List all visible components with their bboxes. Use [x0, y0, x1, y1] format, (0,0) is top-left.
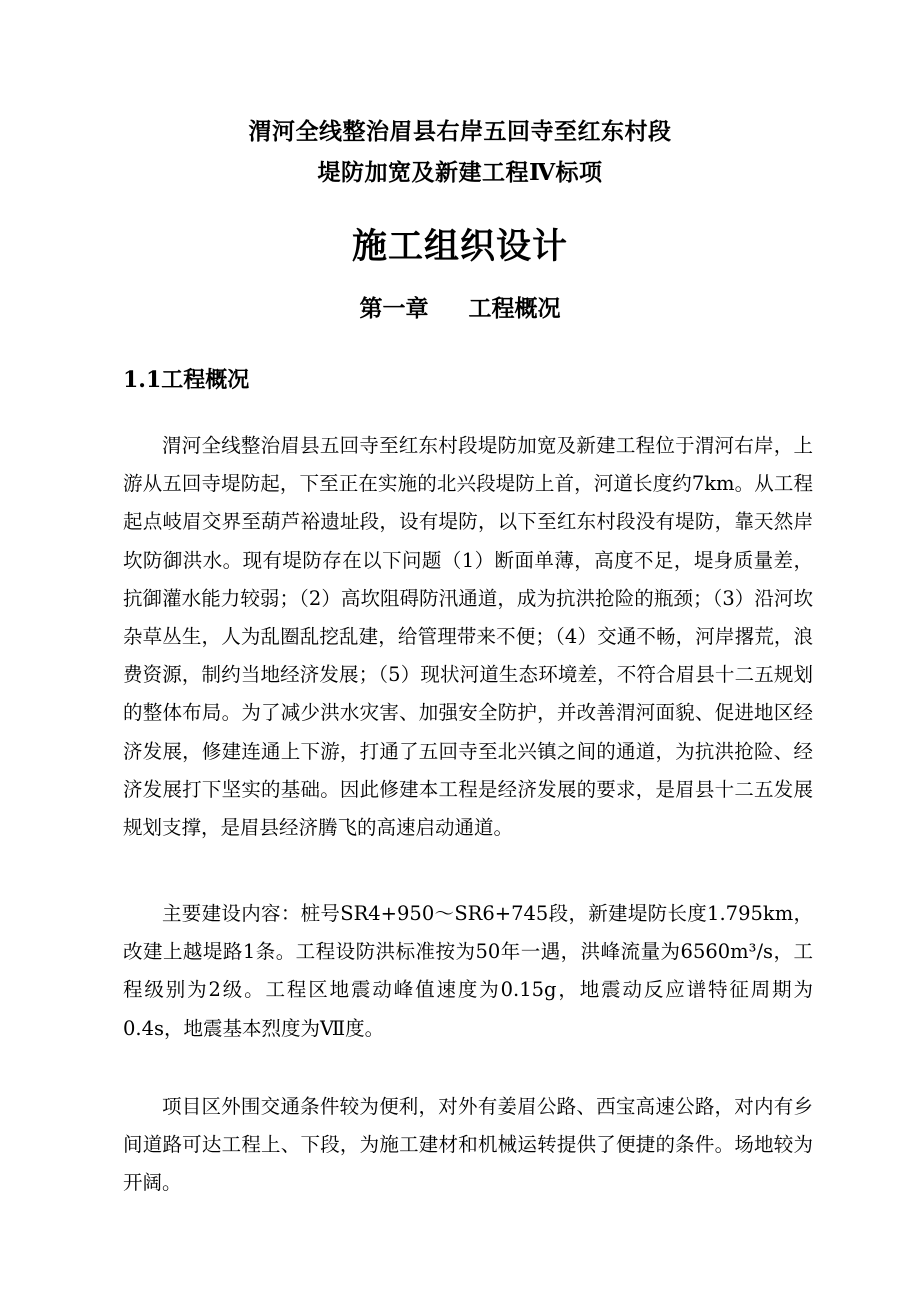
- paragraph-traffic-conditions: 项目区外围交通条件较为便利，对外有姜眉公路、西宝高速公路，对内有乡间道路可达工程上、下段，为施工建材和机械运转提供了便捷的条件。场地较为开阔。: [123, 1095, 813, 1195]
- chapter-number: 第一章: [359, 295, 429, 322]
- chapter-heading: [0, 292, 920, 326]
- project-title-line-1: 渭河全线整治眉县右岸五回寺至红东村段: [248, 118, 672, 145]
- section-heading: 1.1工程概况: [123, 367, 250, 393]
- document-main-title: 施工组织设计: [351, 226, 568, 267]
- paragraph-construction-content: 主要建设内容：桩号SR4+950～SR6+745段，新建堤防长度1.795km，改建上越堤路1条。工程设防洪标准按为50年一遇，洪峰流量为6560m³/s，工程级别为2级。工程区地震动峰值速度为0.15g，地震动反应谱特征周期为0.4s，地震基本烈度为Ⅶ度。: [123, 902, 813, 1040]
- project-title-line-2: 堤防加宽及新建工程Ⅳ标项: [317, 159, 603, 186]
- chapter-title: 工程概况: [468, 295, 561, 322]
- paragraph-project-overview: 渭河全线整治眉县五回寺至红东村段堤防加宽及新建工程位于渭河右岸，上游从五回寺堤防起，下至正在实施的北兴段堤防上首，河道长度约7km。从工程起点岐眉交界至葫芦裕遗址段，设有堤防，以下至红东村段没有堤防，靠天然岸坎防御洪水。现有堤防存在以下问题（1）断面单薄，高度不足，堤身质量差，抗御灌水能力较弱；（2）高坎阻碍防汛通道，成为抗洪抢险的瓶颈；（3）沿河坎杂草丛生，人为乱圈乱挖乱建，给管理带来不便；（4）交通不畅，河岸撂荒，浪费资源，制约当地经济发展；（5）现状河道生态环境差，不符合眉县十二五规划的整体布局。为了减少洪水灾害、加强安全防护，并改善渭河面貌、促进地区经济发展，修建连通上下游，打通了五回寺至北兴镇之间的通道，为抗洪抢险、经济发展打下坚实的基础。因此修建本工程是经济发展的要求，是眉县十二五发展规划支撑，是眉县经济腾飞的高速启动通道。: [123, 434, 813, 840]
